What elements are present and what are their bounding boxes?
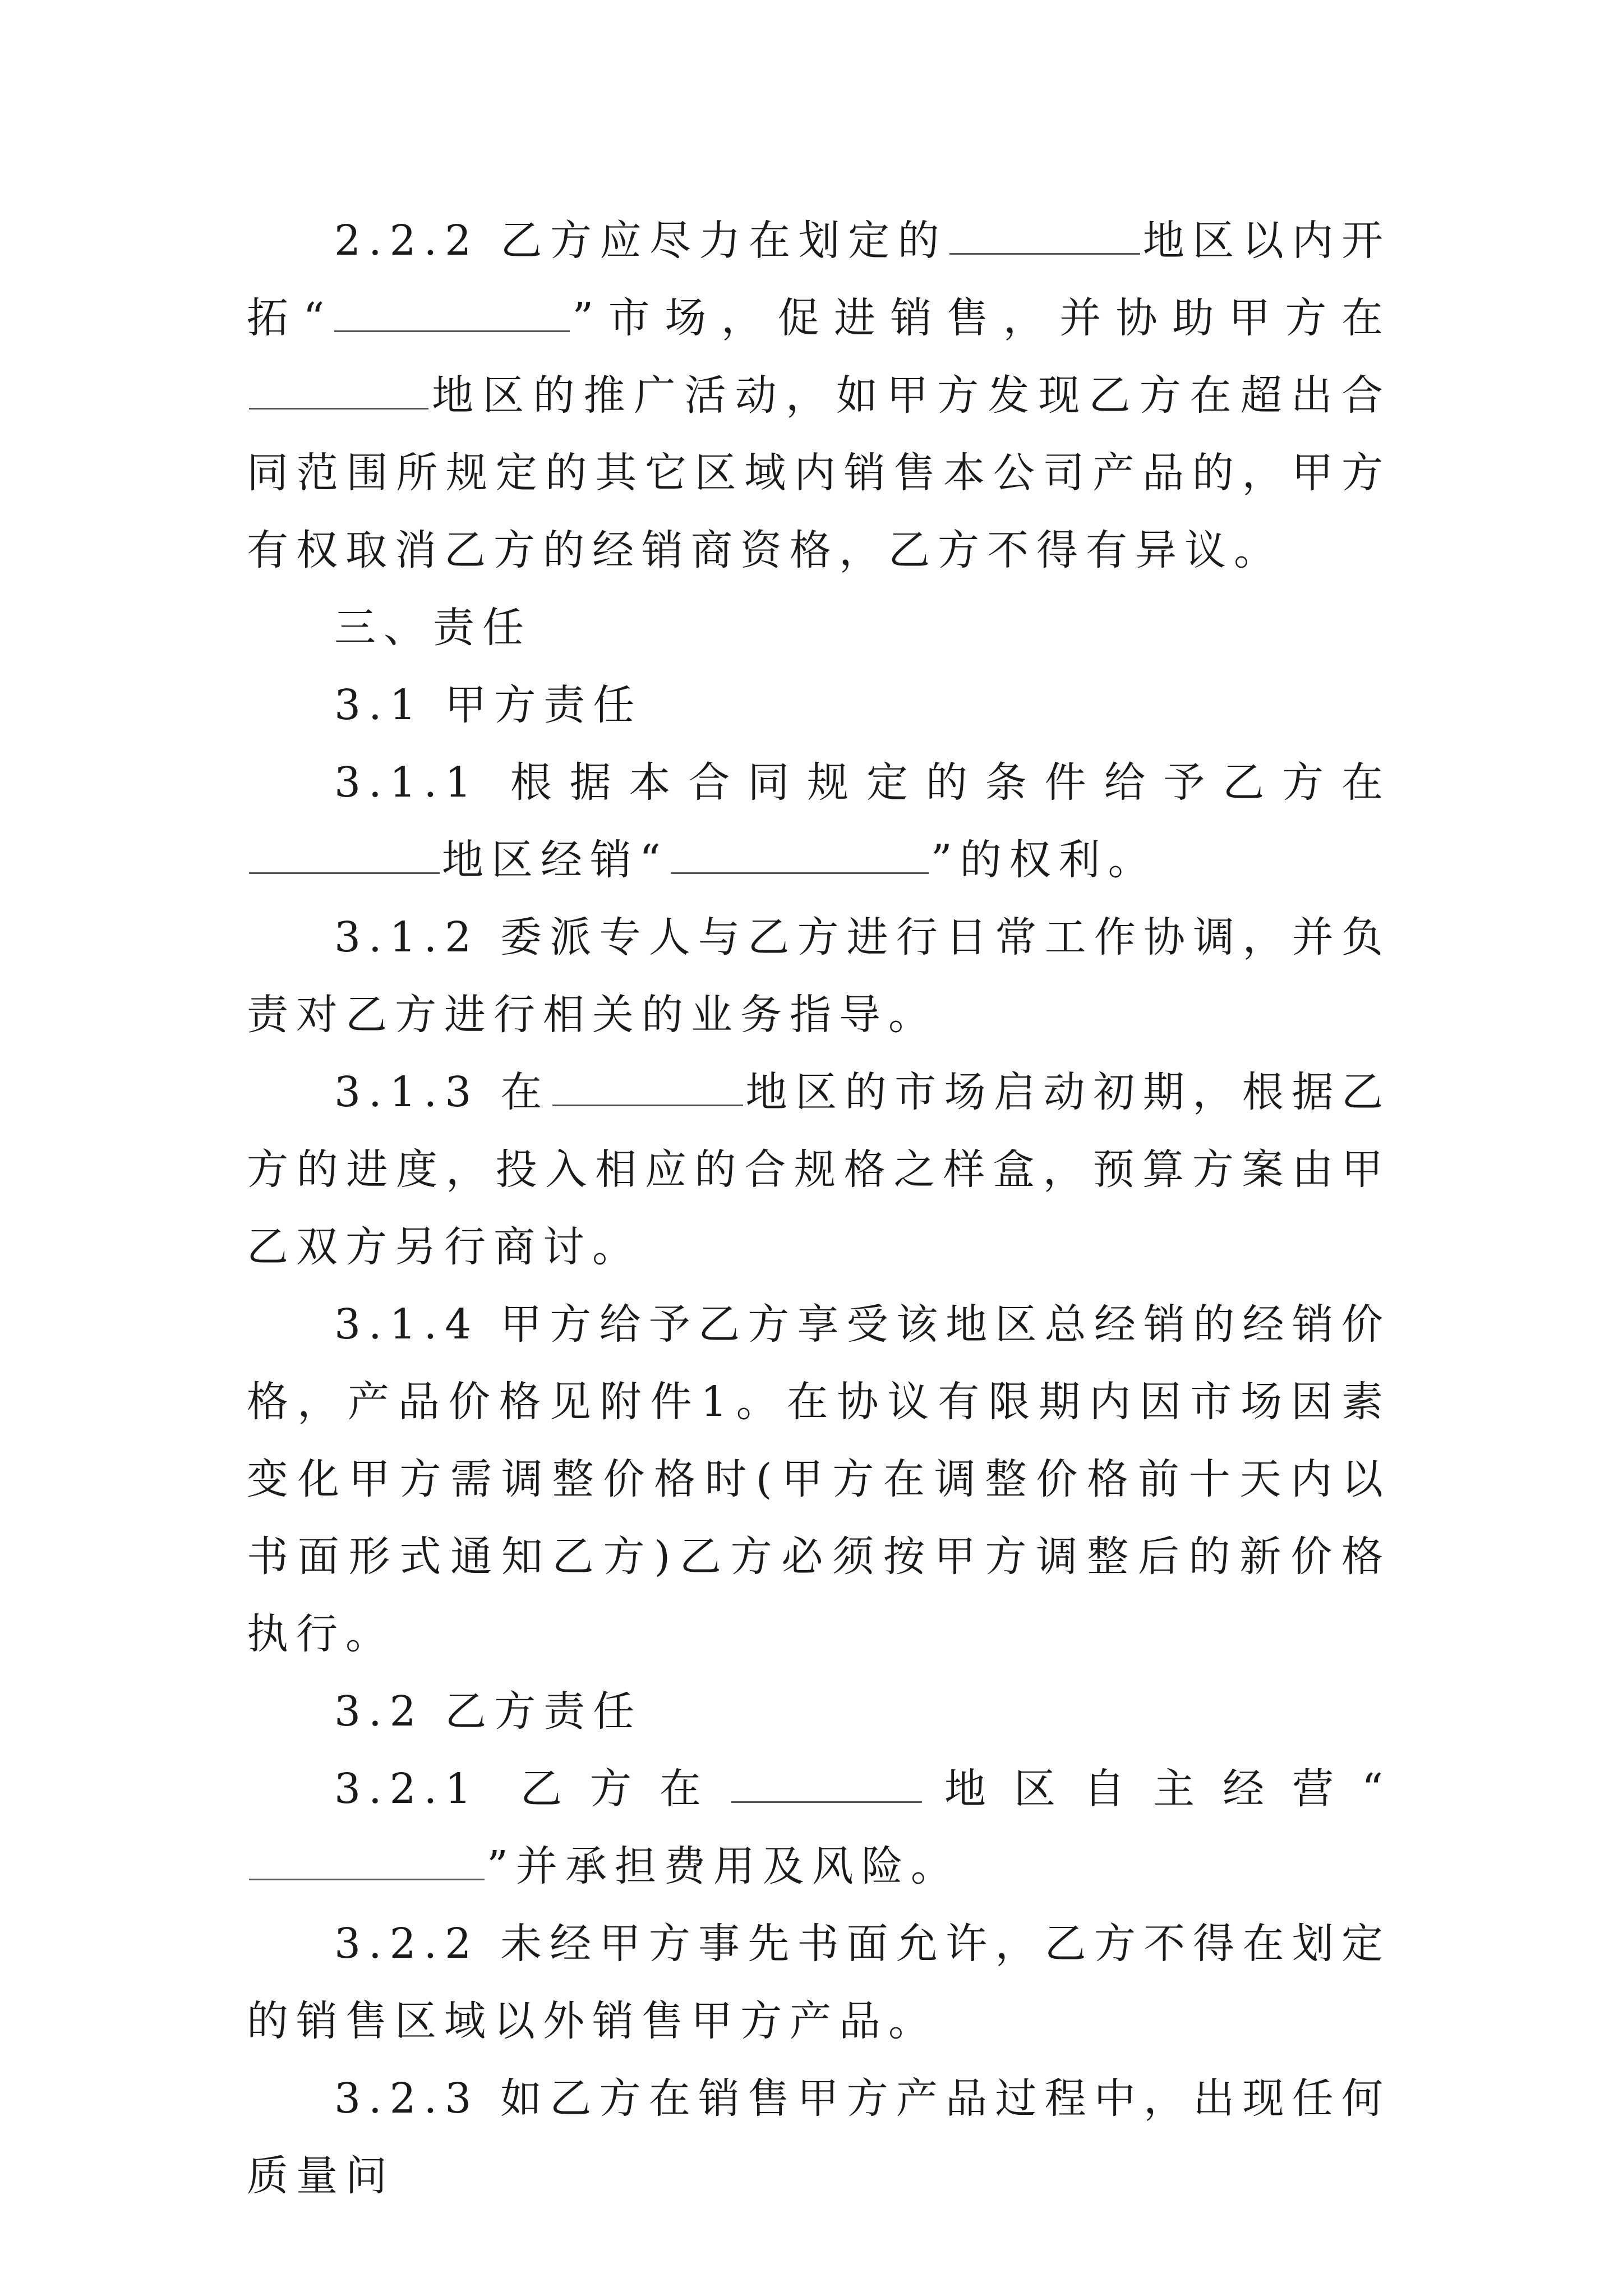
clause-text: 地区自主经营“: [924, 1765, 1391, 1813]
clause-text: 地区的市场启动初期，根据乙方的进度，投入相应的合规格之样盒，预算方案由甲乙双方另行商讨。: [247, 1068, 1391, 1271]
subsection-heading-party-b: 3.2 乙方责任: [334, 1687, 643, 1736]
clause-text: ”的权利。: [930, 836, 1158, 884]
clause-text: 3.2.1 乙方在: [334, 1765, 729, 1813]
fill-blank: [249, 1845, 485, 1880]
fill-blank: [731, 1768, 922, 1803]
clause-text: 地区的推广活动，如甲方发现乙方在超出合同范围所规定的其它区域内销售本公司产品的，甲方有权取消乙方的经销商资格，乙方不得有异议。: [247, 371, 1391, 574]
clause-2-2-2: [247, 202, 1391, 589]
clause-text: ”并承担费用及风险。: [487, 1842, 960, 1890]
fill-blank: [334, 297, 570, 332]
fill-blank: [949, 219, 1140, 255]
clause-3-1-1: [247, 744, 1391, 899]
clause-3-2-1: [247, 1750, 1391, 1905]
clause-text: ”市场，促进销售，并协助甲方在: [572, 294, 1391, 342]
clause-3-1-4: 3.1.4 甲方给予乙方享受该地区总经销的经销价格，产品价格见附件1。在协议有限期内因市场因素变化甲方需调整价格时(甲方在调整价格前十天内以书面形式通知乙方)乙方必须按甲方调整后的新价格执行。: [247, 1300, 1391, 1658]
clause-text: 3.1.1 根据本合同规定的条件给予乙方在: [334, 758, 1391, 807]
fill-blank: [671, 839, 929, 874]
fill-blank: [249, 374, 428, 409]
clause-3-2-2: 3.2.2 未经甲方事先书面允许，乙方不得在划定的销售区域以外销售甲方产品。: [247, 1920, 1391, 2045]
clause-3-1-2: 3.1.2 委派专人与乙方进行日常工作协调，并负责对乙方进行相关的业务指导。: [247, 913, 1391, 1039]
document-page: [247, 202, 1391, 2215]
clause-text: 2.2.2 乙方应尽力在划定的: [334, 217, 948, 265]
section-heading-responsibility: 三、责任: [334, 604, 532, 652]
fill-blank: [249, 839, 440, 874]
subsection-heading-party-a: 3.1 甲方责任: [334, 681, 643, 729]
clause-3-2-3: 3.2.3 如乙方在销售甲方产品过程中，出现任何质量问: [247, 2074, 1391, 2200]
clause-text: 3.1.3 在: [334, 1068, 550, 1116]
clause-text: 地区以内开拓“: [247, 217, 1391, 342]
clause-3-1-3: [247, 1053, 1391, 1286]
fill-blank: [552, 1071, 743, 1106]
clause-text: 地区经销“: [442, 836, 668, 884]
